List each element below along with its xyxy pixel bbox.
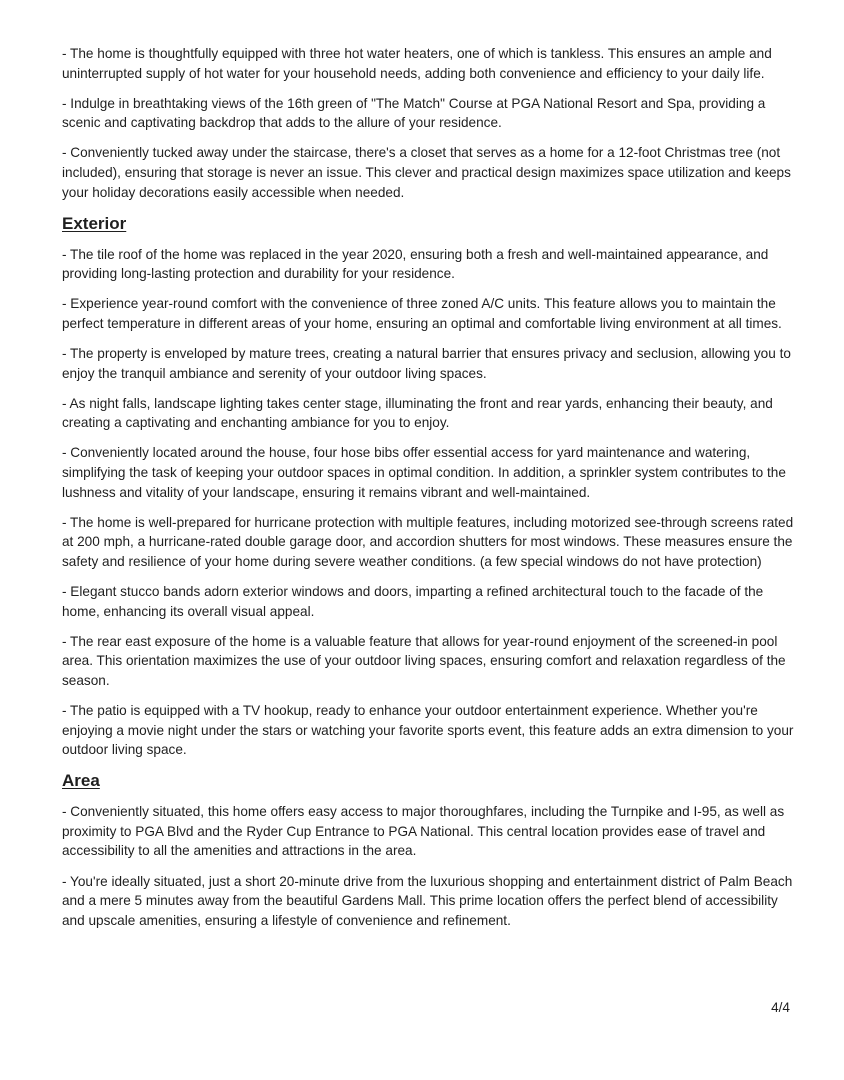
exterior-paragraph-trees: - The property is enveloped by mature trees, creating a natural barrier that ensures privacy and seclusion, allowing you to enjoy the tranquil ambiance and serenity of your outdoor living spaces. xyxy=(62,346,791,381)
page-number: 4/4 xyxy=(771,1000,790,1015)
intro-paragraph-closet: - Conveniently tucked away under the staircase, there's a closet that serves as a home for a 12-foot Christmas tree (not included), ensuring that storage is never an issue. This clever and practical design maximizes space utilization and keeps your holiday decorations easily accessible when needed. xyxy=(62,145,791,200)
exterior-paragraph-hose-bibs: - Conveniently located around the house, four hose bibs offer essential access for yard maintenance and watering, simplifying the task of keeping your outdoor spaces in optimal condition. In addition, a sprinkler system contributes to the lushness and vitality of your landscape, ensuring it remains vibrant and well-maintained. xyxy=(62,445,786,500)
area-paragraph-location: - You're ideally situated, just a short 20-minute drive from the luxurious shopping and entertainment district of Palm Beach and a mere 5 minutes away from the beautiful Gardens Mall. This prime location offers the perfect blend of accessibility and upscale amenities, ensuring a lifestyle of convenience and refinement. xyxy=(62,873,793,928)
exterior-paragraph-patio-tv: - The patio is equipped with a TV hookup, ready to enhance your outdoor entertainment experience. Whether you're enjoying a movie night under the stars or watching your favorite sports event, this feature adds an extra dimension to your outdoor living space. xyxy=(62,702,794,758)
exterior-paragraph-roof: - The tile roof of the home was replaced in the year 2020, ensuring both a fresh and well-maintained appearance, and providing long-lasting protection and durability for your residence. xyxy=(62,246,769,282)
intro-paragraph-views: - Indulge in breathtaking views of the 16th green of "The Match" Course at PGA National Resort and Spa, providing a scenic and captivating backdrop that adds to the allure of your residence. xyxy=(62,95,766,131)
document-page xyxy=(62,44,798,941)
exterior-paragraph-stucco: - Elegant stucco bands adorn exterior windows and doors, imparting a refined architectural touch to the facade of the home, enhancing its overall visual appeal. xyxy=(62,583,764,619)
area-heading: Area xyxy=(62,771,100,791)
exterior-paragraph-hurricane: - The home is well-prepared for hurricane protection with multiple features, including motorized see-through screens rated at 200 mph, a hurricane-rated double garage door, and accordion shutters for most windows. These measures ensure the safety and resilience of your home during severe weather conditions. (a few special windows do not have protection) xyxy=(62,514,794,569)
exterior-paragraph-east-exposure: - The rear east exposure of the home is a valuable feature that allows for year-round enjoyment of the screened-in pool area. This orientation maximizes the use of your outdoor living spaces, ensuring comfort and relaxation regardless of the season. xyxy=(62,633,786,688)
exterior-paragraph-ac: - Experience year-round comfort with the convenience of three zoned A/C units. This feature allows you to maintain the perfect temperature in different areas of your home, ensuring an optimal and comfortable living environment at all times. xyxy=(62,296,782,331)
exterior-paragraph-lighting: - As night falls, landscape lighting takes center stage, illuminating the front and rear yards, enhancing their beauty, and creating a captivating and enchanting ambiance for you to enjoy. xyxy=(62,395,773,431)
exterior-heading: Exterior xyxy=(62,213,127,233)
intro-paragraph-water-heaters: - The home is thoughtfully equipped with three hot water heaters, one of which is tankless. This ensures an ample and uninterrupted supply of hot water for your household needs, adding both convenience and efficiency to your daily life. xyxy=(62,46,772,81)
area-paragraph-access: - Conveniently situated, this home offers easy access to major thoroughfares, including the Turnpike and I-95, as well as proximity to PGA Blvd and the Ryder Cup Entrance to PGA National. This central location provides ease of travel and accessibility to all the amenities and attractions in the area. xyxy=(62,804,785,859)
